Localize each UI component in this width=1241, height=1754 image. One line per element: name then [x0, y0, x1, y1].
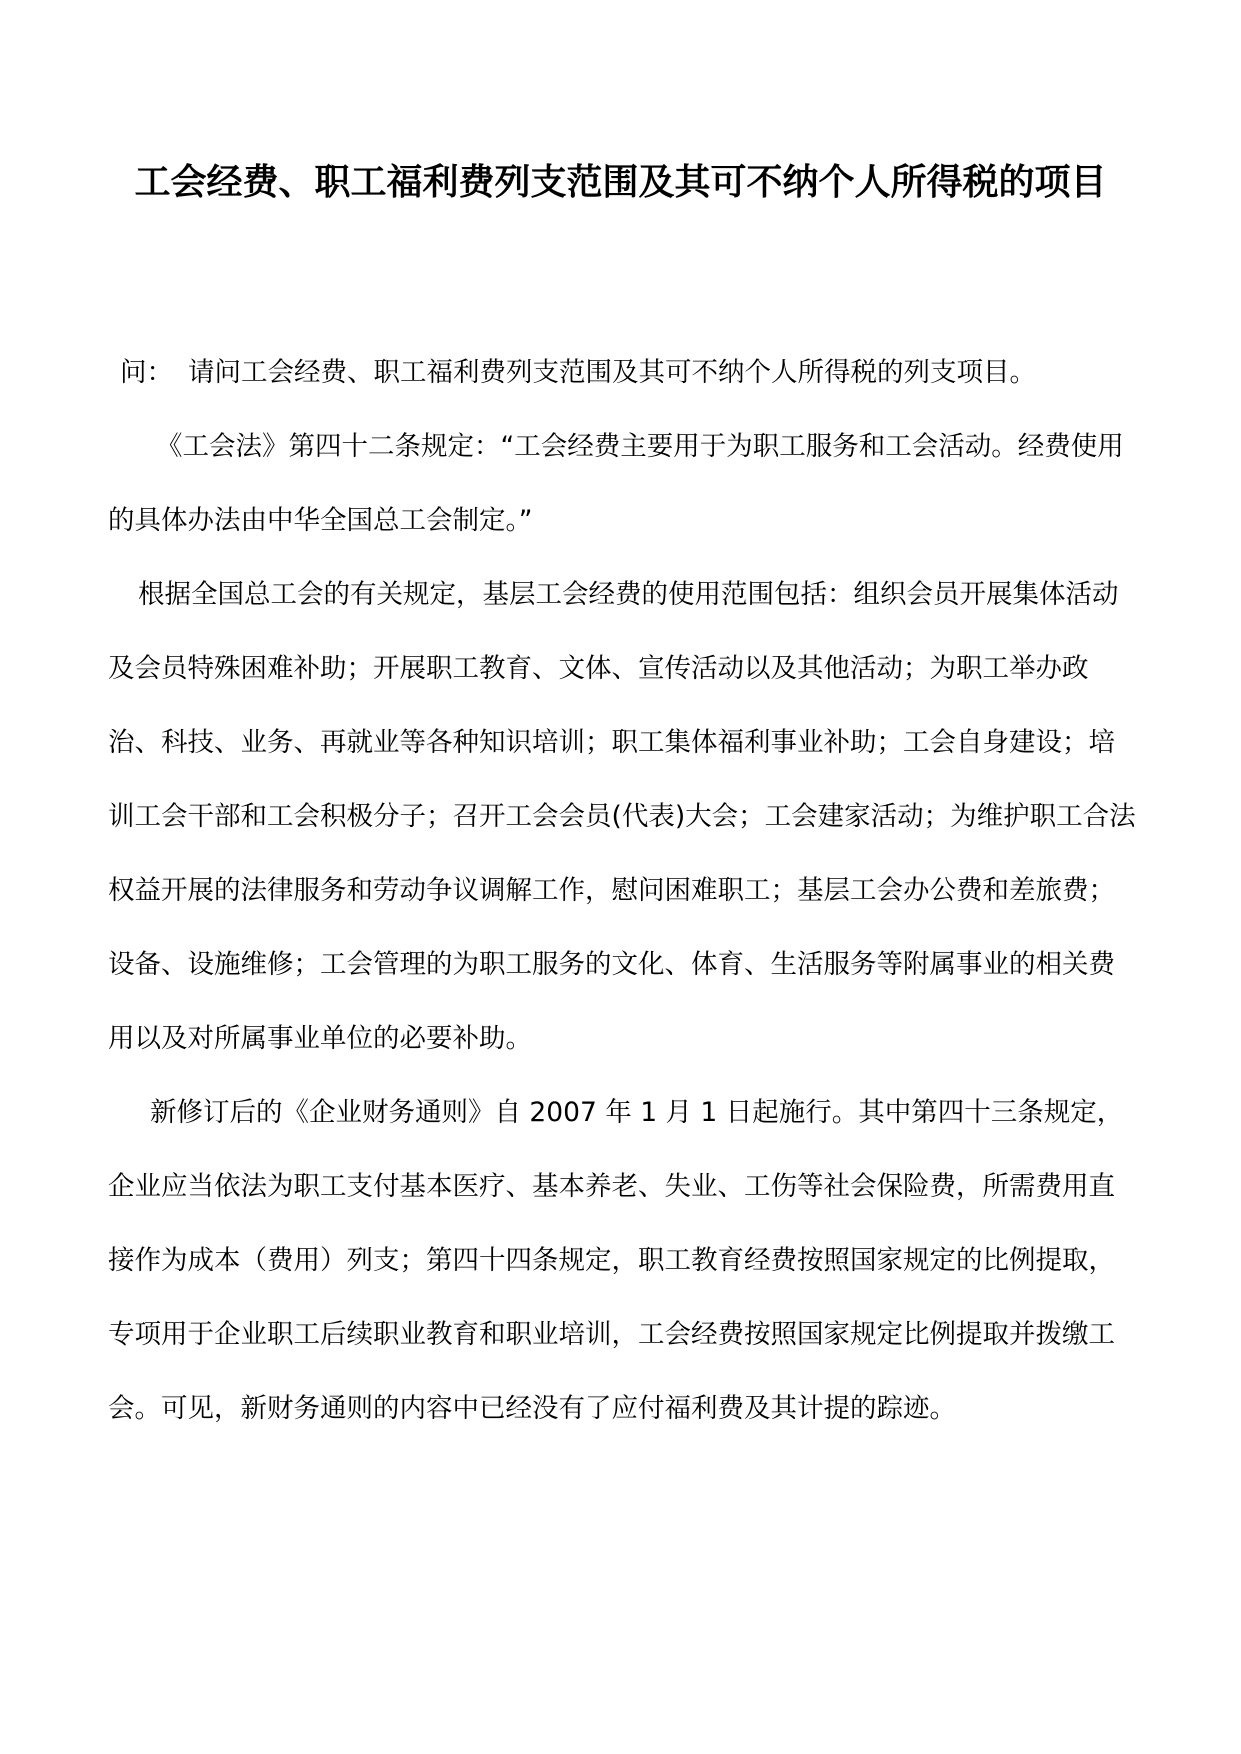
- paragraph-trade-union-law: 《工会法》第四十二条规定：“工会经费主要用于为职工服务和工会活动。经费使用的具体办法由中华全国总工会制定。”: [108, 431, 1124, 536]
- document-body: [108, 336, 1140, 1446]
- document-title: 工会经费、职工福利费列支范围及其可不纳个人所得税的项目: [134, 161, 1107, 203]
- question-text: 请问工会经费、职工福利费列支范围及其可不纳个人所得税的列支项目。: [188, 357, 1036, 388]
- question-paragraph: [108, 336, 1140, 410]
- paragraph-fund-usage-scope: 根据全国总工会的有关规定，基层工会经费的使用范围包括：组织会员开展集体活动及会员特殊困难补助；开展职工教育、文体、宣传活动以及其他活动；为职工举办政治、科技、业务、再就业等各种知识培训；职工集体福利事业补助；工会自身建设；培训工会干部和工会积极分子；召开工会会员(代表)大会；工会建家活动；为维护职工合法权益开展的法律服务和劳动争议调解工作，慰问困难职工；基层工会办公费和差旅费；设备、设施维修；工会管理的为职工服务的文化、体育、生活服务等附属事业的相关费用以及对所属事业单位的必要补助。: [108, 579, 1136, 1054]
- question-label: 问：: [120, 357, 173, 388]
- paragraph-financial-rules: 新修订后的《企业财务通则》自 2007 年 1 月 1 日起施行。其中第四十三条规定，企业应当依法为职工支付基本医疗、基本养老、失业、工伤等社会保险费，所需费用直接作为成本（费用）列支；第四十四条规定，职工教育经费按照国家规定的比例提取，专项用于企业职工后续职业教育和职业培训，工会经费按照国家规定比例提取并拨缴工会。可见，新财务通则的内容中已经没有了应付福利费及其计提的踪迹。: [108, 1097, 1124, 1424]
